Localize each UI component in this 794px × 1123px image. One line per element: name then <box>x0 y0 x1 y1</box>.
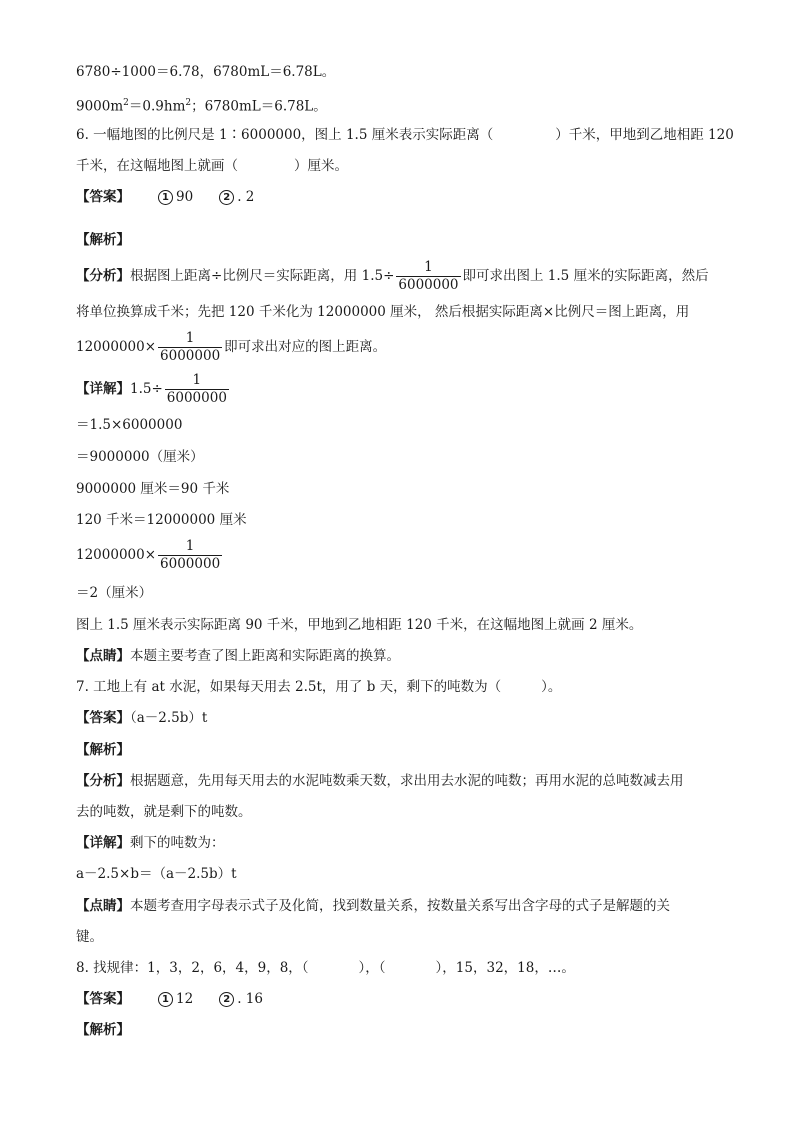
question-6-xiangjie-3: ＝9000000（厘米） <box>76 449 204 465</box>
question-6-answer: 【答案】 1 90 2 . 2 <box>76 189 255 205</box>
question-6-dianjing: 【点睛】本题主要考查了图上距离和实际距离的换算。 <box>76 648 400 664</box>
question-7-xiangjie-1: 【详解】剩下的吨数为： <box>76 835 225 851</box>
question-6-line-1: 6. 一幅地图的比例尺是 1∶6000000，图上 1.5 厘米表示实际距离（ ）千米，甲地到乙地相距 120 <box>76 127 734 143</box>
question-6-analysis-heading: 【解析】 <box>76 232 130 248</box>
line-conversion-1: 6780÷1000＝6.78，6780mL＝6.78L。 <box>76 64 336 80</box>
question-6-xiangjie-4: 9000000 厘米＝90 千米 <box>76 481 230 497</box>
question-6-xiangjie-5: 120 千米＝12000000 厘米 <box>76 512 247 528</box>
question-6-line-2: 千米，在这幅地图上就画（ ）厘米。 <box>76 158 348 174</box>
question-7-fenxi-2: 去的吨数，就是剩下的吨数。 <box>76 804 252 820</box>
question-6-fenxi-1: 【分析】根据图上距离÷比例尺＝实际距离，用 1.5÷ $\frac{1}{6000000}$ 即可求出图上 1.5 厘米的实际距离，然后 <box>76 259 709 293</box>
fraction-1-6000000: $\frac{1}{6000000}$ <box>160 330 221 364</box>
question-6-fenxi-2: 将单位换算成千米；先把 120 千米化为 12000000 厘米， 然后根据实际距离×比例尺＝图上距离，用 <box>76 304 690 320</box>
question-6-xiangjie-8: 图上 1.5 厘米表示实际距离 90 千米，甲地到乙地相距 120 千米，在这幅地图上就画 2 厘米。 <box>76 617 643 633</box>
question-7-line-1: 7. 工地上有 at 水泥，如果每天用去 2.5t，用了 b 天，剩下的吨数为（ ）。 <box>76 679 562 695</box>
question-7-dianjing-1: 【点睛】本题考查用字母表示式子及化简，找到数量关系，按数量关系写出含字母的式子是解题的关 <box>76 898 670 914</box>
question-7-dianjing-2: 键。 <box>76 929 103 945</box>
question-7-fenxi-1: 【分析】根据题意，先用每天用去的水泥吨数乘天数，求出用去水泥的吨数；再用水泥的总吨数减去用 <box>76 773 684 789</box>
question-6-xiangjie-2: ＝1.5×6000000 <box>76 417 183 433</box>
fraction-1-6000000: $\frac{1}{6000000}$ <box>160 538 221 572</box>
question-7-answer: 【答案】（a－2.5b）t <box>76 710 208 726</box>
question-8-line-1: 8. 找规律：1，3，2，6，4，9，8，（ ），（ ），15，32，18，…。 <box>76 960 575 976</box>
question-8-analysis-heading: 【解析】 <box>76 1022 130 1038</box>
line-conversion-2: $9000m^2=0.9hm^2$；6780mL＝6.78L。 <box>76 98 327 115</box>
question-6-xiangjie-6: 12000000× $\frac{1}{6000000}$ <box>76 538 221 572</box>
fraction-1-6000000: $\frac{1}{6000000}$ <box>398 259 459 293</box>
question-7-xiangjie-2: a－2.5×b＝（a－2.5b）t <box>76 866 237 882</box>
question-6-fenxi-3: 12000000× $\frac{1}{6000000}$ 即可求出对应的图上距离。 <box>76 330 387 364</box>
question-6-xiangjie-7: ＝2（厘米） <box>76 585 153 601</box>
question-6-xiangjie-1: 【详解】1.5÷ $\frac{1}{6000000}$ <box>76 372 227 406</box>
question-8-answer: 【答案】 1 12 2 . 16 <box>76 991 263 1007</box>
question-7-analysis-heading: 【解析】 <box>76 742 130 758</box>
fraction-1-6000000: $\frac{1}{6000000}$ <box>166 372 227 406</box>
